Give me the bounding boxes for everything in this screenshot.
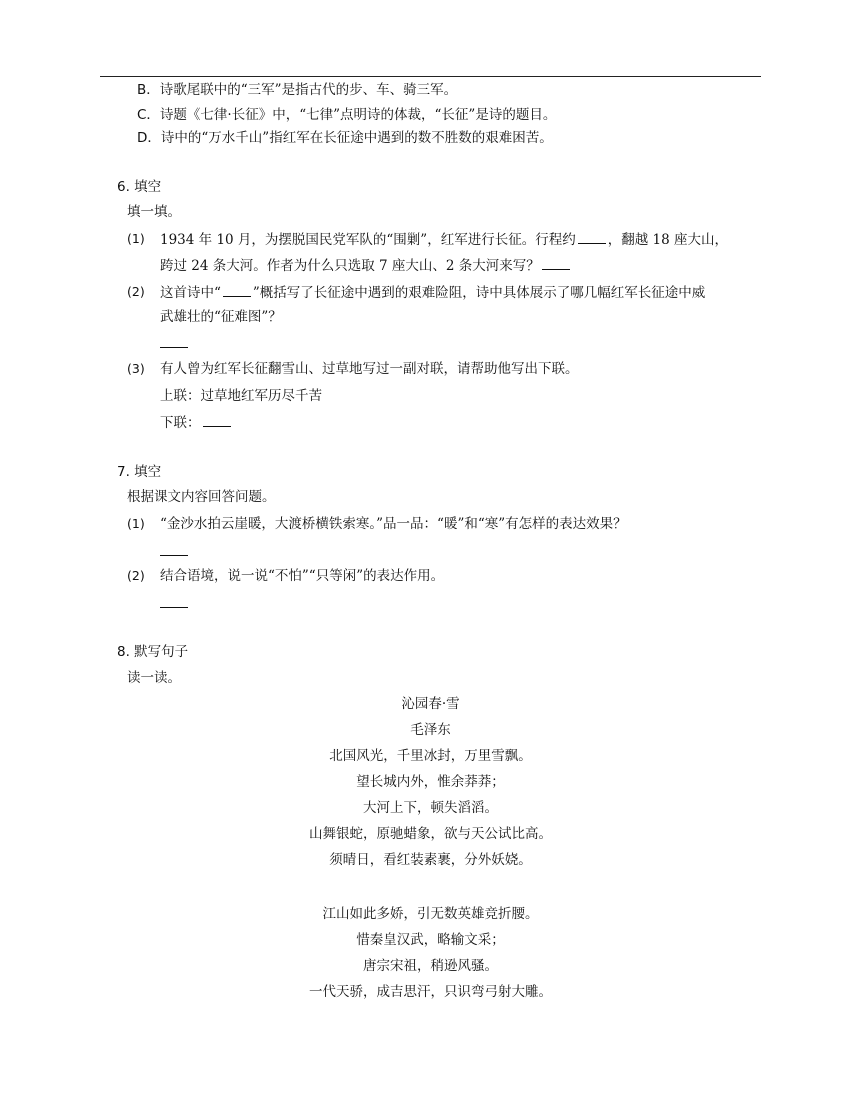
option-d-letter: D． xyxy=(137,130,161,146)
option-c-text: 诗题《七律·长征》中，“七律”点明诗的体裁，“长征”是诗的题目。 xyxy=(159,107,557,123)
answer-blank[interactable] xyxy=(160,347,188,348)
poem-line: 须晴日，看红装素裹，分外妖娆。 xyxy=(329,852,532,868)
q6-item1-line1 xyxy=(160,229,728,250)
q8-instruction: 读一读。 xyxy=(127,670,181,686)
q6-item3-upper-couplet: 上联：过草地红军历尽千苦 xyxy=(160,388,322,404)
answer-blank[interactable] xyxy=(160,555,188,556)
q6-item2-text-b: ”概括写了长征途中遇到的艰难险阻，诗中具体展示了哪几幅红军长征途中威 xyxy=(252,285,706,301)
option-b-text: 诗歌尾联中的“三军”是指古代的步、车、骑三军。 xyxy=(159,82,458,98)
q8-heading: 8. 默写句子 xyxy=(117,644,189,660)
q6-item1-text-c: 跨过 24 条大河。作者为什么只选取 7 座大山、2 条大河来写？ xyxy=(160,258,540,274)
q6-item3-lower-couplet xyxy=(160,412,233,433)
poem-author: 毛泽东 xyxy=(410,722,451,738)
q6-item1-line2 xyxy=(160,255,572,276)
q6-heading: 6. 填空 xyxy=(117,179,162,195)
q7-item1-number: (1) xyxy=(127,516,145,531)
poem-line: 惜秦皇汉武，略输文采； xyxy=(356,932,505,948)
poem-line: 望长城内外，惟余莽莽； xyxy=(356,774,505,790)
q6-item2-line1 xyxy=(160,282,705,303)
q6-item2-text-a: 这首诗中“ xyxy=(160,285,221,301)
answer-blank[interactable] xyxy=(203,412,231,427)
option-c xyxy=(137,105,556,125)
answer-blank[interactable] xyxy=(542,255,570,270)
poem-line: 一代天骄，成吉思汗，只识弯弓射大雕。 xyxy=(309,984,552,1000)
q6-item3-lower-label: 下联： xyxy=(160,415,201,431)
option-c-letter: C． xyxy=(137,107,160,123)
header-rule xyxy=(100,76,761,77)
q7-heading: 7. 填空 xyxy=(117,464,162,480)
q6-item1-number: (1) xyxy=(127,231,145,246)
option-d-text: 诗中的“万水千山”指红军在长征途中遇到的数不胜数的艰难困苦。 xyxy=(160,130,553,146)
q6-item2-number: (2) xyxy=(127,284,145,299)
option-d xyxy=(137,128,553,148)
answer-blank[interactable] xyxy=(160,607,188,608)
poem-line: 北国风光，千里冰封，万里雪飘。 xyxy=(329,748,532,764)
option-b xyxy=(137,80,457,100)
q6-instruction: 填一填。 xyxy=(127,204,181,220)
q6-item2-line2: 武雄壮的“征难图”？ xyxy=(160,309,282,325)
q6-item1-text-a: 1934 年 10 月，为摆脱国民党军队的“围剿”，红军进行长征。行程约 xyxy=(160,232,576,248)
poem-line: 唐宗宋祖，稍逊风骚。 xyxy=(363,958,498,974)
poem-title: 沁园春·雪 xyxy=(401,696,460,712)
q7-item1-text: “金沙水拍云崖暖，大渡桥横铁索寒。”品一品：“暖”和“寒”有怎样的表达效果？ xyxy=(160,516,627,532)
q7-item2-text: 结合语境，说一说“不怕”“只等闲”的表达作用。 xyxy=(160,568,445,584)
poem-line: 江山如此多娇，引无数英雄竞折腰。 xyxy=(322,906,539,922)
poem-line: 大河上下，顿失滔滔。 xyxy=(363,800,498,816)
q6-item3-number: (3) xyxy=(127,361,145,376)
q7-instruction: 根据课文内容回答问题。 xyxy=(127,489,276,505)
answer-blank[interactable] xyxy=(223,282,251,297)
answer-blank[interactable] xyxy=(578,229,606,244)
option-b-letter: B． xyxy=(137,82,160,98)
q6-item3-line1: 有人曾为红军长征翻雪山、过草地写过一副对联，请帮助他写出下联。 xyxy=(160,361,579,377)
q7-item2-number: (2) xyxy=(127,568,145,583)
poem-line: 山舞银蛇，原驰蜡象，欲与天公试比高。 xyxy=(309,826,552,842)
q6-item1-text-b: ，翻越 18 座大山， xyxy=(607,232,728,248)
